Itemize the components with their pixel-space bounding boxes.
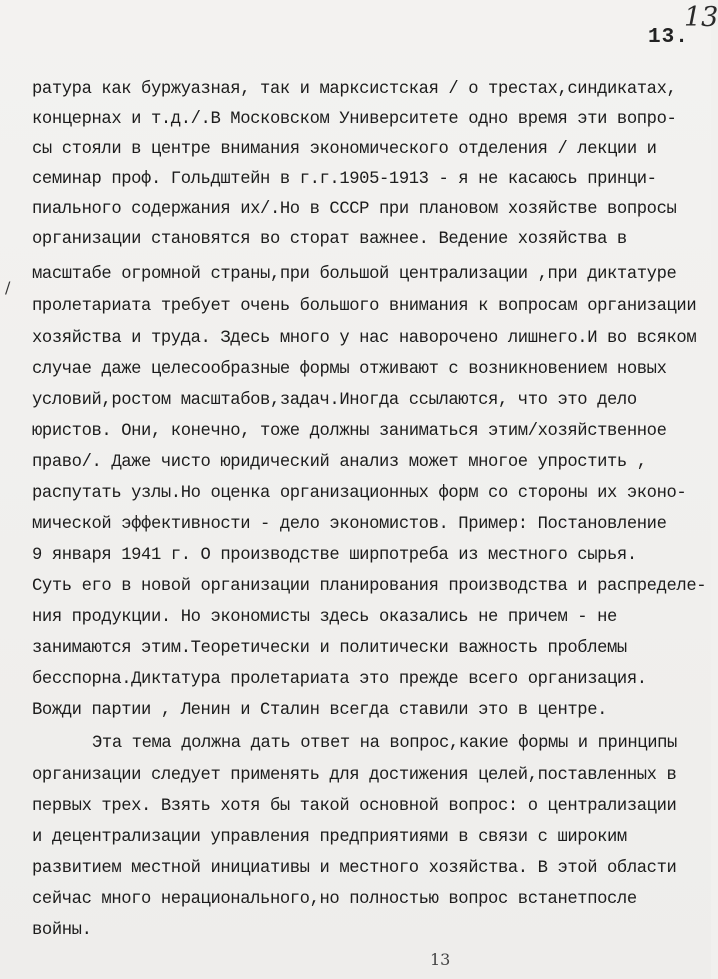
text-line: хозяйства и труда. Здесь много у нас наворочено лишнего.И во всяком bbox=[32, 329, 697, 348]
text-line: организации следует применять для достижения целей,поставленных в bbox=[32, 766, 677, 785]
text-line: бесспорна.Диктатура пролетариата это прежде всего организация. bbox=[32, 670, 647, 689]
text-line: мической эффективности - дело экономистов. Пример: Постановление bbox=[32, 515, 667, 534]
text-line: и децентрализации управления предприятиями в связи с широким bbox=[32, 828, 627, 847]
text-line: войны. bbox=[32, 921, 92, 940]
text-line: ния продукции. Но экономисты здесь оказались не причем - не bbox=[32, 608, 617, 627]
text-line: Вожди партии , Ленин и Сталин всегда ставили это в центре. bbox=[32, 701, 608, 720]
handwritten-page-number: 13 bbox=[684, 2, 718, 33]
text-line: Суть его в новой организации планирования производства и распределе- bbox=[32, 577, 707, 596]
text-line: сейчас много нерационального,но полностью вопрос встанетпосле bbox=[32, 890, 637, 909]
text-line: Эта тема должна дать ответ на вопрос,какие формы и принципы bbox=[92, 734, 677, 753]
page-number: 13. bbox=[648, 26, 689, 49]
text-line: семинар проф. Гольдштейн в г.г.1905-1913 - я не касаюсь принци- bbox=[32, 170, 657, 189]
text-line: условий,ростом масштабов,задач.Иногда ссылаются, что это дело bbox=[32, 391, 637, 410]
text-line: пролетариата требует очень большого внимания к вопросам организации bbox=[32, 297, 697, 316]
text-line: юристов. Они, конечно, тоже должны заниматься этим/хозяйственное bbox=[32, 422, 667, 441]
text-line: распутать узлы.Но оценка организационных форм со стороны их эконо- bbox=[32, 484, 687, 503]
text-line: пиального содержания их/.Но в СССР при плановом хозяйстве вопросы bbox=[32, 200, 677, 219]
text-line: первых трех. Взять хотя бы такой основной вопрос: о централизации bbox=[32, 797, 677, 816]
text-line: занимаются этим.Теоретически и политически важность проблемы bbox=[32, 639, 627, 658]
text-line: право/. Даже чисто юридический анализ может многое упростить , bbox=[32, 453, 647, 472]
text-line: случае даже целесообразные формы отживают с возникновением новых bbox=[32, 360, 667, 379]
bottom-page-mark: 13 bbox=[430, 950, 451, 969]
text-line: масштабе огромной страны,при большой централизации ,при диктатуре bbox=[32, 265, 677, 284]
text-line: организации становятся во сторат важнее. Ведение хозяйства в bbox=[32, 230, 627, 249]
text-line: 9 января 1941 г. О производстве ширпотреба из местного сырья. bbox=[32, 546, 637, 565]
text-line: концернах и т.д./.В Московском Университете одно время эти вопро- bbox=[32, 110, 677, 129]
text-line: развитием местной инициативы и местного хозяйства. В этой области bbox=[32, 859, 677, 878]
text-line: сы стояли в центре внимания экономического отделения / лекции и bbox=[32, 140, 657, 159]
text-line: ратура как буржуазная, так и марксистская / о трестах,синдикатах, bbox=[32, 80, 677, 99]
margin-mark: / bbox=[5, 278, 11, 297]
